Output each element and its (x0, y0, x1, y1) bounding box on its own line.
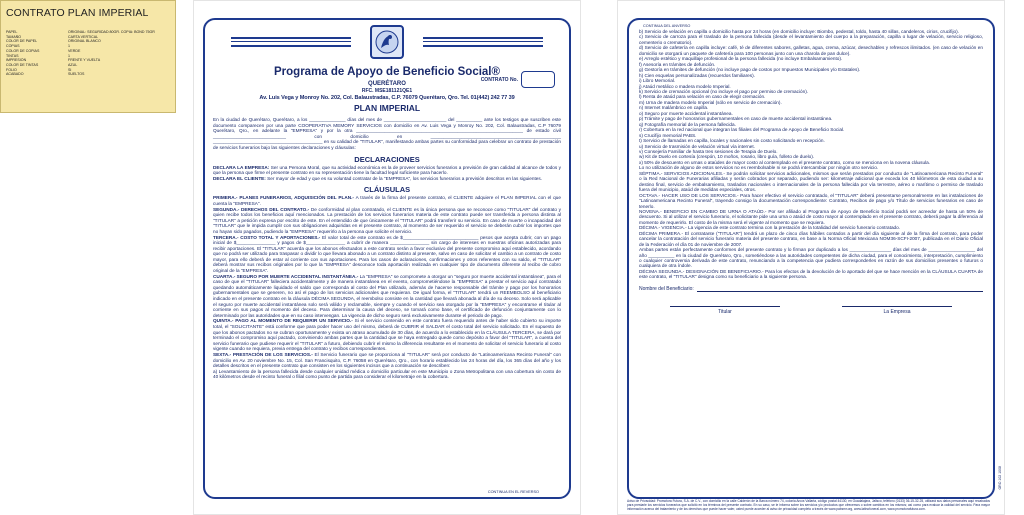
spec-key: COPIAS (6, 44, 20, 49)
back-item: p) Trámite y pago de honorarios gubernamentales en caso de muerte accidental instantánea. (639, 116, 833, 122)
back-item: s) Crucifijo memorial PABS. (639, 132, 697, 138)
signature-line-empresa (842, 306, 952, 307)
back-item: m) Urna de madera modelo Imperial (sólo en servicio de cremación). (639, 99, 782, 105)
contract-number (481, 71, 555, 88)
clausula-text: La "EMPRESA" se compromete a otorgar un "seguro por muerte accidental instantánea", para el caso de que el "TITULAR" falleciera accidentalmente y de manera instantánea en el evento, comprometiéndose la "EMPRESA" a prestar el servicio aquí contratado quedando automáticamente liquidado el saldo que corresponda al costo del Plan utilizado, además de hacerse responsable del trámite y pago por los honorarios gubernamentales que se generen, no así el pago de los servicios adicionales que requieran. De igual forma, el "TITULAR" tendrá un REEMBOLSO al beneficiario indicado en el presente contrato en la cláusula DÉCIMA SEGUNDA, el reembolso consiste en la cantidad que llevará abonada al día de su deceso. Solo será aplicable el seguro por muerte accidental instantánea solo será válido y reclamable, siempre y cuando el servicio sea otorgado por la "EMPRESA" y encontrarse el titular al corriente en sus pagos al momento del deceso. Para determinar la causa del deceso, se tomará como base, el certificado de defunción conjuntamente con lo determinado por las autoridades que en su caso intervengan. La vigencia de dicho seguro será exclusivamente durante el periodo de pago. (213, 273, 561, 318)
back-item: OCTAVA.- HACER USO DE LOS SERVICIOS.- Para hacer efectivo el servicio contratado, el "TITULAR" deberá presentarse personalmente en las instalaciones de "Latinoamericana Recinto Funeral", trayendo consigo la documentación correspondiente: Contrato, Recibos de pago y/o Título de servicios funerarios en caso de tenerlo. (639, 192, 983, 209)
clausula-label: CUARTA.- SEGURO POR MUERTE ACCIDENTAL INSTANTÁNEA.- (213, 273, 359, 279)
company-name: Programa de Apoyo de Beneficio Social® (274, 66, 500, 78)
back-item: DÉCIMA PRIMERA.- El contratante ("TITULAR") tendrá un plazo de cinco días hábiles contados a partir del día siguiente al de la firma del contrato, para poder cancelar la contratación del servicio funerario materia del presente contrato, en base a la Norma Oficial Mexicana NOM36-SCFI-2007, publicada en el Diario Oficial de la Federación el día 01 de noviembre de 2007. (639, 230, 983, 247)
back-item: q) Fotografía memorial de la persona fallecida. (639, 121, 736, 127)
back-item: x) 50% de descuento en urnas o ataúdes de mayor costo al contemplado en el presente contrato, como se menciona en la novena cláusula. (639, 159, 931, 165)
declaration-empresa-text: Ser una Persona Moral, que su actividad económica es la de proveer servicios funerarios a previsión de gran calidad al alcance de todos y que la persona que firme el presente contrato en su representación tiene la facultad legal suficiente para hacerlo. (213, 164, 561, 176)
spec-value: CARTA VERTICAL (68, 34, 99, 39)
signature-titular-label: Titular (718, 308, 732, 315)
back-item: l) Renta de ataúd para velación en caso de elegir cremación. (639, 94, 766, 100)
spec-card (0, 0, 176, 113)
declaration-empresa (213, 165, 561, 176)
clausula-text: El valor total de este contrato es de $_____________________________ pesos que acepta cubrir, con un pago inicial de $_______________ y pagos de $_______________ a cubrir de manera _______________ sin cargo de intereses en nuestras oficinas autorizadas para recibir aportaciones. El "TITULAR" acuerda que los abonos efectuados a este contrato serán a favor exclusivo del presente compromiso aquí establecido, acordando que no podrá ser utilizado para traspasar o dividir lo que llevara abonado a un contrato distinto al presente, salvo en caso de solicitar el cambio a un contrato de costo mayor, para ello deberá de estar al corriente con sus aportaciones. Para los casos de aclaraciones, confirmaciones y otros referentes con su saldo, el "TITULAR" deberá mostrar sus recibos originales por lo que la "EMPRESA" desconoce toda aportación realizada en cualquier tipo de documento diferente al recibo de cobro original de la "EMPRESA". (213, 234, 561, 274)
back-item: d) Servicio de cafetería en capilla incluye: café, té de diferentes sabores, galletas, agua, crema, azúcar, desechables y refrescos ilimitados. (en caso de velación en domicilio se otorgará un paquete de cafetería para 100 personas junto con una charola de pan dulce). (639, 45, 983, 56)
clausula (213, 207, 561, 235)
spec-value: VERDE (68, 48, 81, 53)
back-item: DÉCIMA.- VIGENCIA.- La vigencia de este contrato termina con la prestación de la totalidad del servicio funerario contratado. (639, 225, 901, 231)
clausula-label: QUINTA.- PAGO AL MOMENTO DE REQUERIR UN SERVICIO.- (213, 318, 353, 324)
back-top-label: CONTINUA DEL ANVERSO (643, 24, 691, 28)
clausula (213, 318, 561, 352)
spec-rows (6, 30, 170, 77)
clausula-text: De conformidad al plan contratado, el CLIENTE es la única persona que se reconoce como "TITULAR" del contrato y quien recibe todos los beneficios aquí mencionados. La prestación de los servicios funerarios materia de este contrato puede ser transferida a persona distinta al "TITULAR" a petición expresa por escrito de este. En el entendido de que únicamente el "TITULAR" podrá transferir su servicio. En caso de muerte o incapacidad del "TITULAR" que le impida cumplir con sus obligaciones adquiridas en el presente contrato, al momento de ser requerido el servicio se deberán cubrir los importes que no hayan sido pagados, pudiendo la "EMPRESA" requerirlo a la persona que solicite el servicio. (213, 206, 561, 234)
back-item: n) Internet Inalámbrico en capilla. (639, 105, 709, 111)
spec-key: FOLIO (6, 67, 17, 72)
clausula (213, 274, 561, 319)
back-item: v) Consejería Familiar de hasta tres sesiones de Terapia de Duelo. (639, 148, 778, 154)
declaration-cliente (213, 176, 561, 182)
clausula-text: El Servicio funerario que se proporciona al "TITULAR" será por conducto de "Latinoamericana Recinto Funeral" con domicilio en Av. 20 noviembre No. 15, Col. San Francisquito, C.P. 76058 en Querétaro, Qro., con horario establecido las 24 horas del día, los 365 días del año y los detalles descritos en el presente contrato que consisten en los siguientes incisos que a continuación se describen: (213, 351, 561, 369)
spec-key: TAMAÑO (6, 34, 22, 39)
beneficiary-row (639, 286, 983, 292)
spec-key: COLOR DE COPIAS (6, 48, 40, 53)
company-address: Av. Luis Vega y Monroy No. 202, Col. Balaustradas, C.P. 76079 Querétaro, Qro. Tel. 01(442) 242 77 39 (259, 95, 515, 101)
city-label: QUERÉTARO (368, 81, 406, 87)
declaration-cliente-label: DECLARA EL CLIENTE: (213, 175, 266, 181)
spec-key: COLOR DE TINTAS (6, 62, 39, 67)
clausula (213, 369, 561, 380)
clausulas-list (213, 195, 561, 380)
contract-back-page (617, 0, 1005, 515)
intro-paragraph: En la ciudad de Querétaro, Querétaro, a los ______________ días del mes de ________________________ del __________ ante los testigos que suscriben este documento comparecen por una parte COOPERATIVA MEMORY SERVICIOS con domicilio en Av. Luis Vega y Monroy No. 202, Col. Balaustradas, C.P 76079 Querétaro, Qro., en adelante la "EMPRESA" y por la otra ________________________________________________________________ de estado civil ____________________________ con domicilio en __________________________________________________ __________________________________________ en su calidad de "TITULAR", manifestando ambas partes su conformidad para celebrar un contrato de prestación de servicios funerarios bajo las siguientes declaraciones y cláusulas: (213, 117, 561, 150)
spec-key: ACABADO (6, 72, 24, 77)
back-item: k) Servicio de cremación opcional (no incluye el pago por permiso de cremación). (639, 88, 809, 94)
spec-key: PAPEL (6, 30, 18, 34)
spec-value: 1 (68, 44, 70, 49)
plan-title: PLAN IMPERIAL (353, 103, 421, 113)
back-item: i) Libro Memorial. (639, 78, 676, 84)
back-items (639, 29, 983, 280)
signature-empresa-label: La Empresa (883, 308, 911, 315)
back-item: o) Seguro por muerte accidental instantánea. (639, 110, 733, 116)
front-frame (203, 18, 571, 499)
declaration-cliente-text: Ser mayor de edad y que es su voluntad contratar de la "EMPRESA", los servicios funerarios a previsión descritos en las siguientes. (265, 175, 542, 181)
spec-value: ORIGINAL BLANCO (68, 39, 101, 44)
spec-value: AZUL (68, 62, 78, 67)
back-item: u) Servicio de trasmisión de velación virtual vía internet. (639, 143, 755, 149)
spec-title: CONTRATO PLAN IMPERIAL (6, 7, 149, 19)
clausulas-title: CLÁUSULAS (363, 185, 411, 195)
spec-value: SI (68, 67, 72, 72)
spec-row (6, 72, 170, 77)
declaraciones-title: DECLARACIONES (354, 154, 420, 164)
signature-empresa[interactable] (842, 306, 952, 315)
contract-number-label: CONTRATO No. (480, 76, 518, 83)
back-item: c) Servicio de carroza para el traslado de la persona fallecida (desde el levantamiento del cuerpo a la preparación, capilla o lugar de velación, servicio religioso, cementerio o crematorio). (639, 34, 983, 45)
signature-line-titular (670, 306, 780, 307)
signature-row (639, 306, 983, 315)
continue-note: CONTINUA EN EL REVERSO (487, 490, 539, 494)
beneficiary-field[interactable] (697, 287, 983, 292)
clausula-label: PRIMERA.- PLANES FUNERARIOS, ADQUISICIÓN DEL PLAN.- (213, 195, 354, 201)
back-item: g) Gestoría en trámites de defunción (no incluye pago de costos por Impuestos Municipales y/o Estatales). (639, 67, 861, 73)
spec-key: COLOR DE PAPEL (6, 39, 38, 44)
clausula-label: SEXTA.- PRESTACIÓN DE LOS SERVICIOS.- (213, 351, 313, 357)
logo-row (213, 25, 561, 65)
clausula-label: TERCERA.- COSTO TOTAL Y APORTACIONES.- (213, 234, 321, 240)
back-item: f) Asesoría en trámites de defunción. (639, 61, 716, 67)
privacy-notice: Aviso de Privacidad: Promotora Futura, S.A. de C.V., con domicilio en la calle Calderón de la Barca número 74, colonia Arcos Vallarta, código postal 44130, en Guadalajara, Jalisco, teléfono (0133) 36-15-32-25, utilizará sus datos personales aquí recabados para prestarle los servicios funerarios que solicitó en los términos del presente contrato. En su caso, se le informa sobre los servicios y/o productos que ofrecemos o sobre cambios en los mismos; así como para evaluar la calidad del servicio. Para mayor información acerca del tratamiento y de los derechos que puede hacer valer, usted puede acceder al aviso de privacidad completo a través de www.pabsmr.org, www.latinofuneral.com, www.promotorafutura.com. (627, 499, 990, 512)
back-item: NOVENA.- BENEFICIO EN CAMBIO DE URNA O ATAÚD.- Por ser afiliado al Programa de Apoyo de Beneficio Social podrá ser acreedor de hasta un 50% de descuento. Si al utilizar el servicio funerario, el solicitante pide una urna o ataúd de costo mayor al contemplado en el presente contrato, deberá pagar la diferencia al momento de requerirlo. El costo de la misma será el vigente al momento que se requiera. (639, 208, 983, 225)
rfc-label: RFC. MSE181121QE1 (361, 88, 413, 94)
form-code: GRO 102 1008 (998, 466, 1002, 490)
clausula-label: SEGUNDA.- DERECHOS DEL CONTRATO.- (213, 206, 310, 212)
spec-value: ORIGINAL: SEGURIDAD 80GR. COPIA: BOND 75GR (68, 30, 155, 34)
decorative-bars-left (231, 37, 351, 47)
back-item: t) Servicio de llamadas en capilla, locales y nacionales sin costo solicitando en recepción. (639, 138, 825, 144)
beneficiary-label: Nombre del Beneficiario: (639, 285, 694, 292)
spec-value: 1 (68, 53, 70, 58)
back-frame (627, 18, 995, 499)
back-item: j) Ataúd metálico o madera modelo Imperial. (639, 83, 731, 89)
back-item: r) Cobertura en la red nacional que integran las filiales del Programa de Apoyo de Beneficio Social. (639, 127, 845, 133)
back-item: e) Arreglo estético y maquillaje profesional de la persona fallecida (no incluye Embalsamamiento). (639, 56, 843, 62)
clausula (213, 195, 561, 206)
back-item: w) Kit de Duelo en cortesía (crespón, 10 moños, rosario, libro guía, folleto de duelo). (639, 154, 815, 160)
declaration-empresa-label: DECLARA LA EMPRESA: (213, 164, 270, 170)
clausula-text: Si el servicio contenido en este contrato fuera requerido antes de haber sido cubierto su importe total, el "SOLICITANTE" está conforme que para poder hacer uso del mismo, deberá de CUBRIR el SALDAR el costo total del servicio solicitado. En el supuesto de que los abonos pactados no se cubran oportunamente y exista un atraso acumulado de 30 días, de acuerdo a lo establecido en la CLÁUSULA TERCERA, se dará por terminado el compromiso aquí pactado, conviniendo ambas partes que la cantidad que se haya entregado quede como depósito a favor del "TITULAR", a cuenta del servicio funerario que pudiese requerir el "TITULAR" a futuro, debiendo cubrir el mismo la diferencia resultante en el momento de solicitar el servicio funerario al costo vigente cuando se requiera, previa entrega del contrato y recibos correspondientes. (213, 318, 561, 352)
clausula-text: a) Levantamiento de la persona fallecida desde cualquier unidad médica o domicilio particular en este Municipio o Zona Metropolitana con una cobertura sin costo de 40 kilómetros desde el recinto funeral o filial como punto de partida para considerar el kilometraje en la cobertura. (213, 368, 561, 380)
spec-value: SUELTOS (68, 72, 85, 77)
spec-key: IMPRESIÓN (6, 58, 27, 63)
spec-value: FRENTE Y VUELTA (68, 58, 101, 63)
back-item: DÉCIMA SEGUNDA.- DESIGNACIÓN DE BENEFICIARIO.- Para los efectos de la devolución de lo aportado del que se hace mención en la CLÁUSULA CUARTA de este contrato, el "TITULAR" designa como su beneficiario a la siguiente persona. (639, 268, 983, 280)
clausula (213, 235, 561, 274)
back-item: b) Servicio de velación en capilla o domicilio hasta por 24 horas (en domicilio incluye: Biombo, pedestal, toldo, hasta 40 sillas, candeleros, cirios, crucifijo). (639, 29, 959, 34)
contract-number-box[interactable] (521, 71, 555, 88)
clausula (213, 352, 561, 369)
back-item: Ambas partes están perfectamente conformes del presente contrato y lo firman por duplicado a los ________________ días del mes de __________________ del año __________ en la ciudad de Querétaro, Qro., sometiéndose a las autoridades competentes de dicha ciudad, para el conocimiento, interpretación, cumplimiento o cualquier controversia derivada de este contrato, renunciando a la competencia que pudiera corresponderles en razón de sus domicilios presentes o futuros o cualquiera de otra índole. (639, 247, 983, 269)
back-item: SÉPTIMA.- SERVICIOS ADICIONALES.- Se podrán solicitar servicios adicionales, mismos que serán prestados por conducto de "Latinoamericana Recinto Funeral" o la Red Nacional de Funerarias afiliadas y serán cobrados por separado, pudiendo ser: kilometraje adicional que exceda los 40 kilómetros de esta ciudad a su destino final, servicio de embalsamiento, traslados nacionales o internacionales de la persona fallecida por vía terrestre, aéreo o marítimo o permiso de traslado fuera del municipio, ataúd de medidas especiales, otros. (639, 170, 983, 193)
back-item: Lo no utilización de alguno de estos servicios no es reembolsable ni se podrá intercambiar por ningún otro servicio. (639, 165, 879, 171)
back-item: h) Cien esquelas personalizadas (recuerdos familiares). (639, 72, 755, 78)
spec-key: TINTAS (6, 53, 19, 58)
decorative-bars-right (423, 37, 543, 47)
contract-front-page (193, 0, 581, 515)
company-logo-icon (370, 25, 404, 59)
signature-titular[interactable] (670, 306, 780, 315)
clausula-text: A través de la firma del presente contrato, el CLIENTE adquiere el PLAN IMPERIAL con el que cuenta la "EMPRESA". (213, 195, 561, 206)
